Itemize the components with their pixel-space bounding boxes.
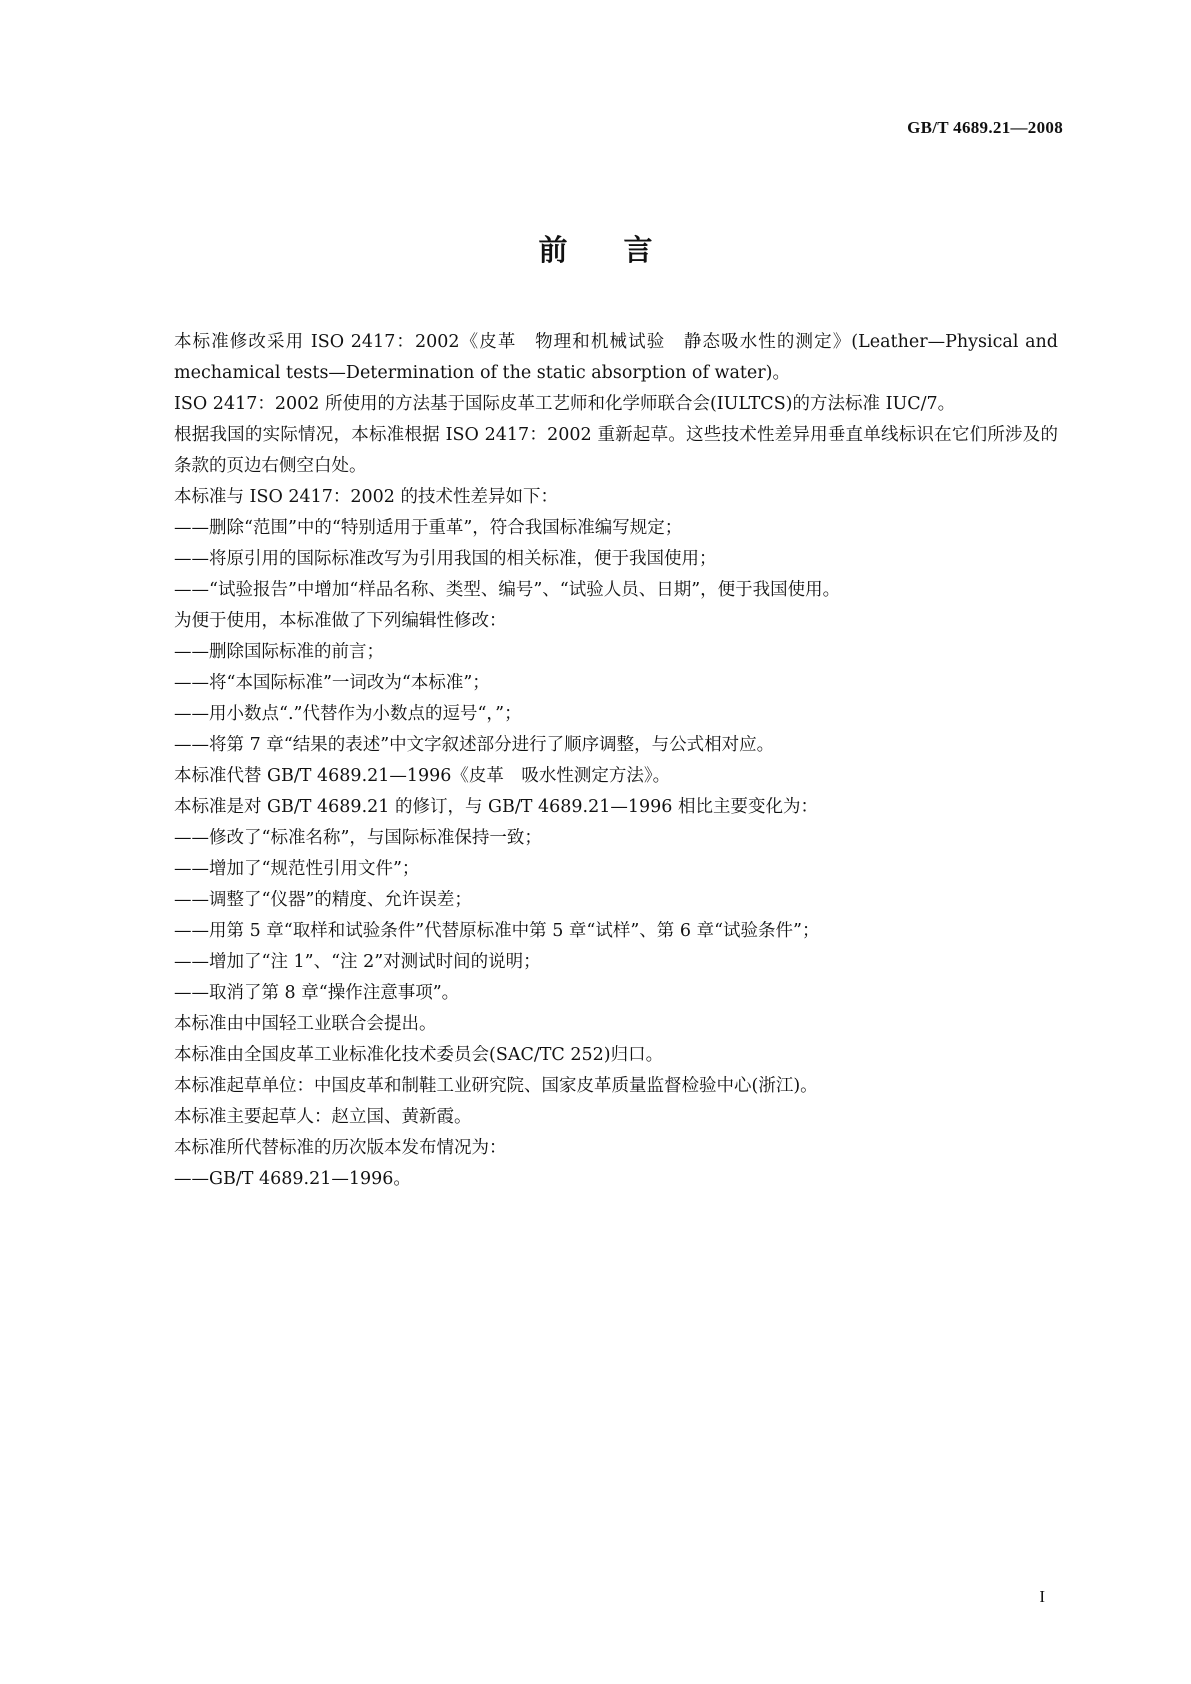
foreword-body — [174, 327, 1058, 1195]
list-item: ——取消了第 8 章“操作注意事项”。 — [174, 983, 460, 1003]
list-item: ——删除国际标准的前言； — [174, 642, 384, 662]
paragraph: 为便于使用，本标准做了下列编辑性修改： — [174, 611, 507, 631]
list-item: ——将第 7 章“结果的表述”中文字叙述部分进行了顺序调整，与公式相对应。 — [174, 735, 775, 755]
standard-number: GB/T 4689.21—2008 — [907, 118, 1063, 137]
list-item: ——用第 5 章“取样和试验条件”代替原标准中第 5 章“试样”、第 6 章“试验条件”； — [174, 921, 820, 941]
paragraph: 本标准主要起草人：赵立国、黄新霞。 — [174, 1107, 472, 1127]
list-item: ——用小数点“.”代替作为小数点的逗号“，”； — [174, 704, 522, 724]
list-item: ——调整了“仪器”的精度、允许误差； — [174, 890, 472, 910]
paragraph: 本标准起草单位：中国皮革和制鞋工业研究院、国家皮革质量监督检验中心(浙江)。 — [174, 1076, 818, 1096]
paragraph: 本标准由中国轻工业联合会提出。 — [174, 1014, 437, 1034]
list-item: ——修改了“标准名称”，与国际标准保持一致； — [174, 828, 542, 848]
list-item: ——删除“范围”中的“特别适用于重革”，符合我国标准编写规定； — [174, 518, 683, 538]
paragraph: 本标准所代替标准的历次版本发布情况为： — [174, 1138, 507, 1158]
paragraph: 本标准是对 GB/T 4689.21 的修订，与 GB/T 4689.21—1996 相比主要变化为： — [174, 797, 818, 817]
list-item: ——增加了“注 1”、“注 2”对测试时间的说明； — [174, 952, 541, 972]
paragraph: 根据我国的实际情况，本标准根据 ISO 2417：2002 重新起草。这些技术性差异用垂直单线标识在它们所涉及的条款的页边右侧空白处。 — [174, 425, 1058, 476]
paragraph: 本标准由全国皮革工业标准化技术委员会(SAC/TC 252)归口。 — [174, 1045, 664, 1065]
list-item: ——将原引用的国际标准改写为引用我国的相关标准，便于我国使用； — [174, 549, 717, 569]
list-item: ——将“本国际标准”一词改为“本标准”； — [174, 673, 490, 693]
paragraph: 本标准修改采用 ISO 2417：2002《皮革 物理和机械试验 静态吸水性的测定》(Leather—Physical and mechamical tests—Determination of the static absorption of water)。 — [174, 332, 1058, 383]
list-item: ——GB/T 4689.21—1996。 — [174, 1169, 411, 1189]
paragraph: 本标准代替 GB/T 4689.21—1996《皮革 吸水性测定方法》。 — [174, 766, 671, 786]
page-number: I — [1039, 1587, 1045, 1606]
list-item: ——“试验报告”中增加“样品名称、类型、编号”、“试验人员、日期”，便于我国使用。 — [174, 580, 841, 600]
list-item: ——增加了“规范性引用文件”； — [174, 859, 420, 879]
paragraph: ISO 2417：2002 所使用的方法基于国际皮革工艺师和化学师联合会(IULTCS)的方法标准 IUC/7。 — [174, 394, 956, 414]
paragraph: 本标准与 ISO 2417：2002 的技术性差异如下： — [174, 487, 559, 507]
page-title: 前言 — [538, 233, 709, 267]
